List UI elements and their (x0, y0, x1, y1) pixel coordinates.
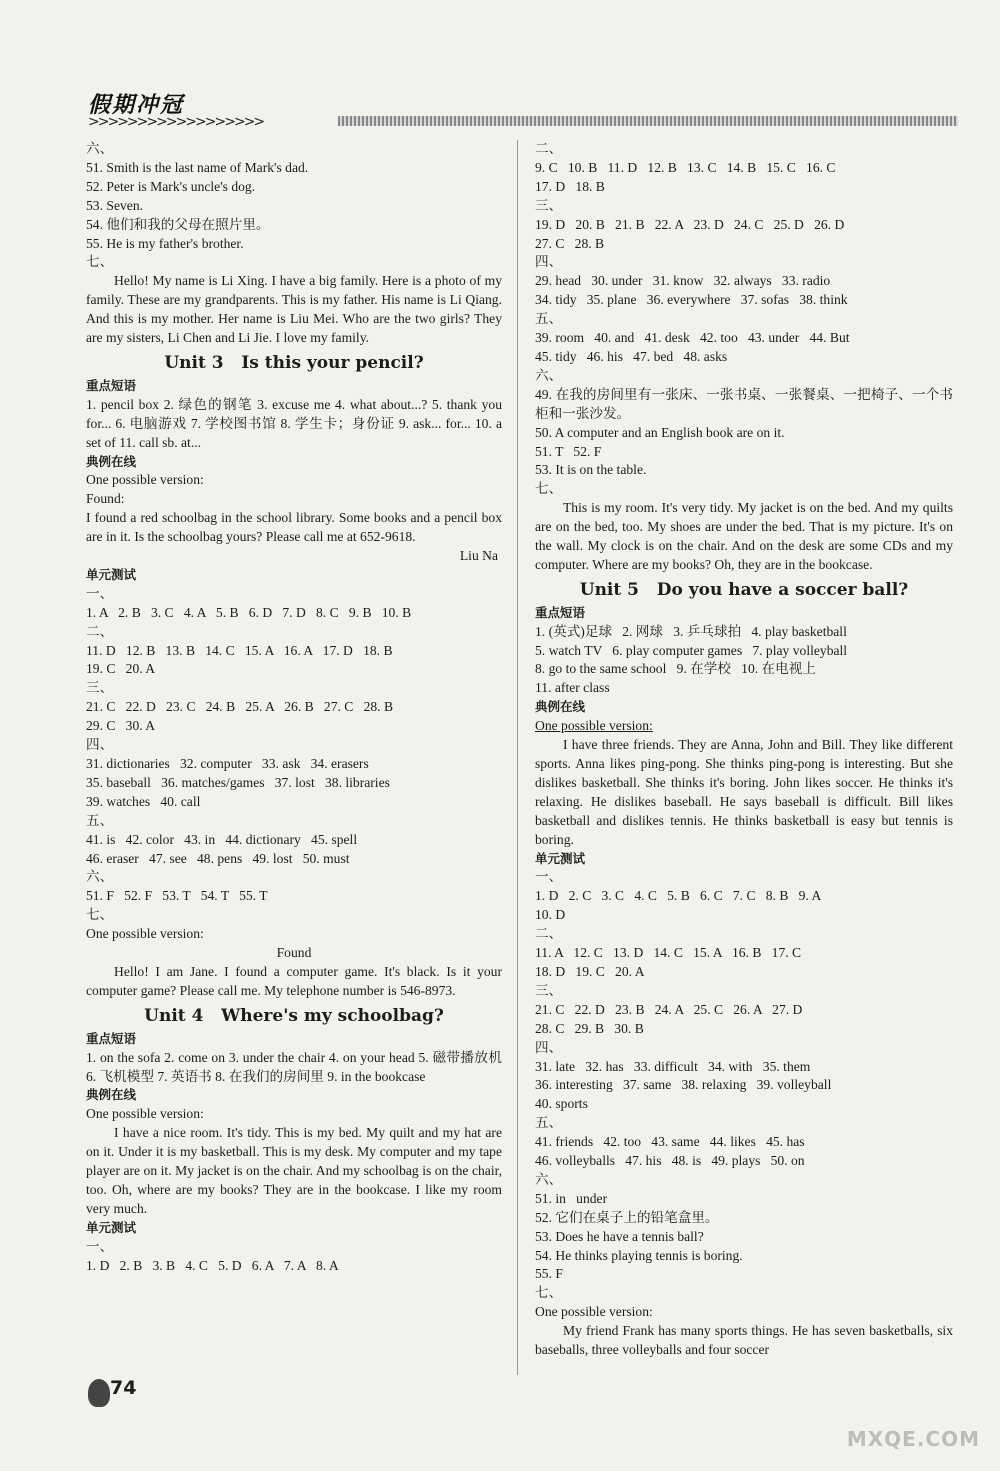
section-heading: 重点短语 (535, 604, 586, 620)
answer-paragraph: My friend Frank has many sports things. He has seven basketballs, six baseballs, three volleyballs and four soccer (535, 1323, 953, 1358)
answer-line: One possible version: (535, 718, 653, 734)
answer-line: 三、 (535, 982, 563, 998)
section-heading: 重点短语 (86, 377, 137, 393)
answer-line: 31. late 32. has 33. difficult 34. with 35. them (535, 1058, 811, 1074)
answer-line: 10. D (535, 907, 566, 923)
answer-line: 5. watch TV 6. play computer games 7. play volleyball (535, 642, 848, 658)
signature: Liu Na (459, 548, 498, 564)
answer-line: 51. T 52. F (535, 443, 602, 459)
answer-line: 36. interesting 37. same 38. relaxing 39. volleyball (535, 1077, 832, 1093)
answer-line: 1. D 2. B 3. B 4. C 5. D 6. A 7. A 8. A (86, 1257, 339, 1273)
section-heading: 单元测试 (86, 1219, 137, 1235)
answer-line: 三、 (535, 197, 563, 213)
answer-line: 二、 (535, 926, 563, 942)
right-column (535, 140, 953, 1360)
answer-line: 29. C 30. A (86, 718, 156, 734)
answer-line: 51. in under (535, 1190, 608, 1206)
answer-line: 六、 (535, 367, 563, 383)
section-heading: 单元测试 (86, 566, 137, 582)
answer-line: 35. baseball 36. matches/games 37. lost 38. libraries (86, 774, 390, 790)
answer-paragraph: Hello! My name is Li Xing. I have a big family. Here is a photo of my family. These are my grandparents. This is my father. His name is Li Qiang. And this is my mother. Her name is Liu Mei. Who are the two girls? They are my sisters, Li Chen and Li Jie. I love my family. (86, 273, 502, 346)
answer-paragraph: 1. pencil box 2. 绿色的钢笔 3. excuse me 4. what about...? 5. thank you for... 6. 电脑游戏 7. 学校图书馆 8. 学生卡；身份证 9. ask... for... 10. a set of 11. call sb. at... (86, 396, 502, 450)
unit-heading: Unit 5 Do you have a soccer ball? (579, 579, 909, 600)
section-heading: 典例在线 (86, 1087, 137, 1103)
section-heading: 单元测试 (535, 850, 586, 866)
answer-line: 一、 (86, 1238, 114, 1254)
answer-line: 54. He thinks playing tennis is boring. (535, 1247, 743, 1263)
answer-line: 46. eraser 47. see 48. pens 49. lost 50. must (86, 850, 350, 866)
notice-title: Found (276, 945, 312, 961)
answer-line: 18. D 19. C 20. A (535, 963, 645, 979)
answer-line: 19. D 20. B 21. B 22. A 23. D 24. C 25. D 26. D (535, 216, 845, 232)
answer-line: One possible version: (86, 1106, 204, 1122)
answer-line: 11. D 12. B 13. B 14. C 15. A 16. A 17. D 18. B (86, 642, 393, 658)
answer-line: 55. He is my father's brother. (86, 235, 244, 251)
answer-line: 五、 (535, 1115, 563, 1131)
answer-paragraph: I found a red schoolbag in the school library. Some books and a pencil box are in it. Is the schoolbag yours? Please call me at 652-9618. (86, 510, 502, 545)
answer-line: 41. is 42. color 43. in 44. dictionary 45. spell (86, 831, 358, 847)
answer-line: 21. C 22. D 23. B 24. A 25. C 26. A 27. D (535, 1001, 803, 1017)
answer-line: 19. C 20. A (86, 661, 156, 677)
answer-line: 46. volleyballs 47. his 48. is 49. plays 50. on (535, 1153, 805, 1169)
answer-paragraph: I have three friends. They are Anna, John and Bill. They like different sports. Anna likes ping-pong. She thinks ping-pong is interesting. But she dislikes basketball. She thinks it's boring. John likes soccer. He thinks it's relaxing. He dislikes baseball. He says baseball is difficult. Bill likes basketball and dislikes tennis. He thinks basketball is easy but tennis is boring. (535, 737, 953, 847)
answer-paragraph: Hello! I am Jane. I found a computer game. It's black. Is it your computer game? Please call me. My telephone number is 546-8973. (86, 963, 502, 998)
mascot-icon (88, 1379, 110, 1407)
answer-line: 七、 (535, 1285, 563, 1301)
answer-line: 28. C 29. B 30. B (535, 1020, 644, 1036)
answer-line: 四、 (86, 737, 114, 753)
answer-line: 31. dictionaries 32. computer 33. ask 34. erasers (86, 756, 369, 771)
answer-line: One possible version: (86, 926, 204, 942)
answer-line: 1. A 2. B 3. C 4. A 5. B 6. D 7. D 8. C 9. B 10. B (86, 604, 412, 620)
answer-line: 51. Smith is the last name of Mark's dad. (86, 159, 309, 175)
answer-line: 17. D 18. B (535, 178, 605, 194)
answer-line: One possible version: (535, 1304, 653, 1320)
page-footer (88, 1375, 148, 1405)
answer-line: 27. C 28. B (535, 235, 605, 251)
header-rule (338, 116, 958, 126)
answer-line: 21. C 22. D 23. C 24. B 25. A 26. B 27. C 28. B (86, 699, 394, 715)
answer-paragraph: This is my room. It's very tidy. My jacket is on the bed. And my quilts are on the bed, too. My shoes are under the bed. That is my picture. It's on the wall. My clock is on the chair. And on the desk are some CDs and my computer. Where are my books? Oh, they are in the bookcase. (535, 500, 953, 572)
answer-line: 55. F (535, 1266, 563, 1282)
chevron-decoration: >>>>>>>>>>>>>>>>>> (88, 114, 264, 130)
answer-paragraph: 49. 在我的房间里有一张床、一张书桌、一张餐桌、一把椅子、一个书柜和一张沙发。 (535, 386, 953, 421)
answer-line: 七、 (535, 481, 563, 497)
answer-line: 52. 它们在桌子上的铅笔盒里。 (535, 1209, 719, 1225)
answer-line: Found: (86, 491, 125, 507)
answer-line: 五、 (86, 812, 114, 828)
answer-line: 五、 (535, 311, 563, 327)
answer-line: 29. head 30. under 31. know 32. always 33. radio (535, 273, 831, 289)
answer-line: One possible version: (86, 472, 204, 488)
answer-line: 52. Peter is Mark's uncle's dog. (86, 178, 256, 194)
answer-line: 六、 (86, 869, 114, 885)
answer-line: 8. go to the same school 9. 在学校 10. 在电视上 (535, 661, 816, 677)
left-column (86, 140, 502, 1275)
answer-line: 53. Seven. (86, 197, 144, 213)
answer-line: 1. (英式)足球 2. 网球 3. 乒乓球拍 4. play basketball (535, 623, 847, 639)
answer-line: 二、 (86, 623, 114, 639)
answer-line: 54. 他们和我的父母在照片里。 (86, 216, 270, 232)
answer-line: 53. It is on the table. (535, 462, 647, 478)
section-heading: 重点短语 (86, 1030, 137, 1046)
answer-line: 40. sports (535, 1096, 588, 1112)
answer-line: 41. friends 42. too 43. same 44. likes 45. has (535, 1134, 805, 1150)
answer-line: 二、 (535, 141, 563, 156)
unit-heading: Unit 3 Is this your pencil? (164, 352, 424, 373)
unit-heading: Unit 4 Where's my schoolbag? (144, 1005, 444, 1026)
answer-line: 53. Does he have a tennis ball? (535, 1228, 704, 1244)
answer-line: 50. A computer and an English book are on it. (535, 424, 785, 440)
answer-line: 51. F 52. F 53. T 54. T 55. T (86, 888, 268, 904)
column-divider (517, 140, 518, 1375)
answer-line: 六、 (535, 1171, 563, 1187)
answer-line: 一、 (86, 585, 114, 601)
answer-line: 一、 (535, 869, 563, 885)
watermark: MXQE.COM (846, 1427, 980, 1451)
answer-line: 34. tidy 35. plane 36. everywhere 37. sofas 38. think (535, 292, 848, 308)
answer-paragraph: 1. on the sofa 2. come on 3. under the chair 4. on your head 5. 磁带播放机 6. 飞机模型 7. 英语书 8. 在我们的房间里 9. in the bookcase (86, 1049, 502, 1084)
answer-line: 四、 (535, 254, 563, 270)
answer-line: 11. A 12. C 13. D 14. C 15. A 16. B 17. C (535, 945, 802, 961)
answer-line: 1. D 2. C 3. C 4. C 5. B 6. C 7. C 8. B 9. A (535, 888, 822, 904)
answer-line: 七、 (86, 907, 114, 923)
answer-line: 三、 (86, 680, 114, 696)
page-header (88, 88, 958, 138)
section-heading: 典例在线 (86, 453, 137, 469)
page-number: 74 (110, 1377, 137, 1399)
answer-line: 9. C 10. B 11. D 12. B 13. C 14. B 15. C 16. C (535, 159, 836, 175)
answer-line: 39. watches 40. call (86, 793, 201, 809)
answer-line: 六、 (86, 141, 114, 156)
book-title: 假期冲冠 (88, 92, 185, 118)
section-heading: 典例在线 (535, 699, 586, 715)
answer-line: 七、 (86, 254, 114, 270)
answer-line: 四、 (535, 1039, 563, 1055)
answer-line: 39. room 40. and 41. desk 42. too 43. under 44. But (535, 330, 850, 346)
answer-line: 11. after class (535, 680, 610, 696)
answer-paragraph: I have a nice room. It's tidy. This is my bed. My quilt and my hat are on it. Under it is my basketball. This is my desk. My computer and my tape player are on it. My jacket is on the chair. And my schoolbag is on the chair, too. Oh, where are my books? They are in the bookcase. I like my room very much. (86, 1125, 502, 1216)
answer-line: 45. tidy 46. his 47. bed 48. asks (535, 348, 728, 364)
